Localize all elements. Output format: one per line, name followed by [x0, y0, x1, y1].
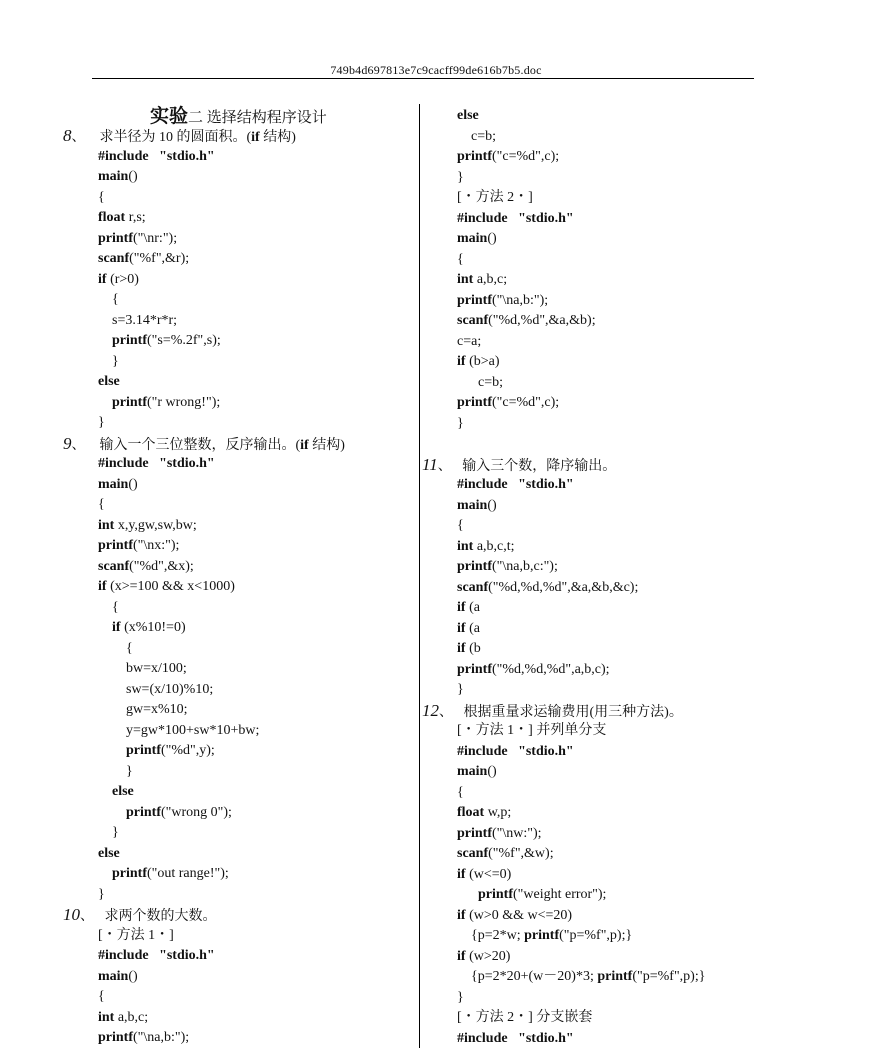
page-title	[150, 101, 327, 128]
code-line: printf("r wrong!");	[63, 393, 345, 414]
code-line: if (r>0)	[63, 270, 345, 291]
code-line: #include "stdio.h"	[63, 147, 345, 168]
title-rest: 二 选择结构程序设计	[188, 110, 327, 126]
code-line: }	[63, 762, 345, 783]
code-line: printf("%d",y);	[63, 741, 345, 762]
code-line: printf("\na,b,c:");	[422, 557, 705, 578]
code-line: {	[63, 495, 345, 516]
code-line: scanf("%f",&r);	[63, 249, 345, 270]
code-line: printf("\na,b:");	[422, 291, 705, 312]
code-line: }	[422, 414, 705, 435]
code-line: sw=(x/10)%10;	[63, 680, 345, 701]
code-line: printf("\nr:");	[63, 229, 345, 250]
code-line: printf("c=%d",c);	[422, 147, 705, 168]
code-line: if (w>20)	[422, 947, 705, 968]
code-line: {	[63, 987, 345, 1008]
code-line: if (x>=100 && x<1000)	[63, 577, 345, 598]
code-line: c=b;	[422, 127, 705, 148]
code-line: }	[63, 413, 345, 434]
header-rule	[92, 78, 754, 79]
code-line: scanf("%d,%d,%d",&a,&b,&c);	[422, 578, 705, 599]
code-line: s=3.14*r*r;	[63, 311, 345, 332]
code-line: 11、 输入三个数，降序输出。	[422, 455, 705, 476]
code-line: {	[63, 188, 345, 209]
code-line: printf("weight error");	[422, 885, 705, 906]
code-line: gw=x%10;	[63, 700, 345, 721]
code-line: main()	[422, 762, 705, 783]
code-line: printf("out range!");	[63, 864, 345, 885]
title-bold: 实验	[150, 106, 188, 127]
code-line: float w,p;	[422, 803, 705, 824]
code-line: printf("\na,b:");	[63, 1028, 345, 1049]
code-line: c=b;	[422, 373, 705, 394]
code-line: {	[63, 639, 345, 660]
code-line: int a,b,c,t;	[422, 537, 705, 558]
code-line: else	[63, 844, 345, 865]
code-line: printf("\nw:");	[422, 824, 705, 845]
code-line: main()	[63, 475, 345, 496]
code-line: [・方法 2・]	[422, 188, 705, 209]
code-line: }	[63, 885, 345, 906]
code-line: [・方法 1・] 并列单分支	[422, 721, 705, 742]
code-line: int a,b,c;	[422, 270, 705, 291]
code-line: 9、 输入一个三位整数，反序输出。(if 结构)	[63, 434, 345, 455]
code-line: bw=x/100;	[63, 659, 345, 680]
code-line: if (b	[422, 639, 705, 660]
code-line: {	[422, 783, 705, 804]
header-filename: 749b4d697813e7c9cacff99de616b7b5.doc	[0, 63, 872, 78]
left-column-code	[63, 126, 345, 1049]
code-line: printf("s=%.2f",s);	[63, 331, 345, 352]
code-line: printf("%d,%d,%d",a,b,c);	[422, 660, 705, 681]
code-line: main()	[63, 167, 345, 188]
code-line: {p=2*w; printf("p=%f",p);}	[422, 926, 705, 947]
code-line: 10、 求两个数的大数。	[63, 905, 345, 926]
code-line: int a,b,c;	[63, 1008, 345, 1029]
code-line: scanf("%d",&x);	[63, 557, 345, 578]
code-line: #include "stdio.h"	[63, 454, 345, 475]
code-line: else	[63, 782, 345, 803]
code-line: {	[63, 598, 345, 619]
code-line: #include "stdio.h"	[422, 209, 705, 230]
code-line: if (x%10!=0)	[63, 618, 345, 639]
code-line: c=a;	[422, 332, 705, 353]
code-line: [・方法 1・]	[63, 926, 345, 947]
code-line: }	[63, 352, 345, 373]
code-line: #include "stdio.h"	[422, 475, 705, 496]
code-line: if (b>a)	[422, 352, 705, 373]
code-line: else	[63, 372, 345, 393]
code-line: #include "stdio.h"	[422, 1029, 705, 1049]
code-line: scanf("%f",&w);	[422, 844, 705, 865]
code-line: }	[422, 168, 705, 189]
code-line	[422, 434, 705, 455]
code-line: {p=2*20+(w－20)*3; printf("p=%f",p);}	[422, 967, 705, 988]
code-line: main()	[422, 229, 705, 250]
code-line: main()	[63, 967, 345, 988]
code-line: printf("wrong 0");	[63, 803, 345, 824]
code-line: #include "stdio.h"	[63, 946, 345, 967]
code-line: }	[422, 680, 705, 701]
code-line: }	[422, 988, 705, 1009]
code-line: }	[63, 823, 345, 844]
code-line: printf("\nx:");	[63, 536, 345, 557]
right-column-code	[422, 106, 705, 1049]
code-line: [・方法 2・] 分支嵌套	[422, 1008, 705, 1029]
column-divider	[419, 104, 420, 1048]
code-line: scanf("%d,%d",&a,&b);	[422, 311, 705, 332]
code-line: if (a	[422, 598, 705, 619]
code-line: else	[422, 106, 705, 127]
code-line: {	[63, 290, 345, 311]
code-line: 8、 求半径为 10 的圆面积。(if 结构)	[63, 126, 345, 147]
code-line: int x,y,gw,sw,bw;	[63, 516, 345, 537]
code-line: {	[422, 250, 705, 271]
code-line: if (w<=0)	[422, 865, 705, 886]
code-line: if (w>0 && w<=20)	[422, 906, 705, 927]
code-line: float r,s;	[63, 208, 345, 229]
code-line: 12、 根据重量求运输费用(用三种方法)。	[422, 701, 705, 722]
code-line: {	[422, 516, 705, 537]
code-line: if (a	[422, 619, 705, 640]
code-line: y=gw*100+sw*10+bw;	[63, 721, 345, 742]
code-line: main()	[422, 496, 705, 517]
code-line: printf("c=%d",c);	[422, 393, 705, 414]
code-line: #include "stdio.h"	[422, 742, 705, 763]
